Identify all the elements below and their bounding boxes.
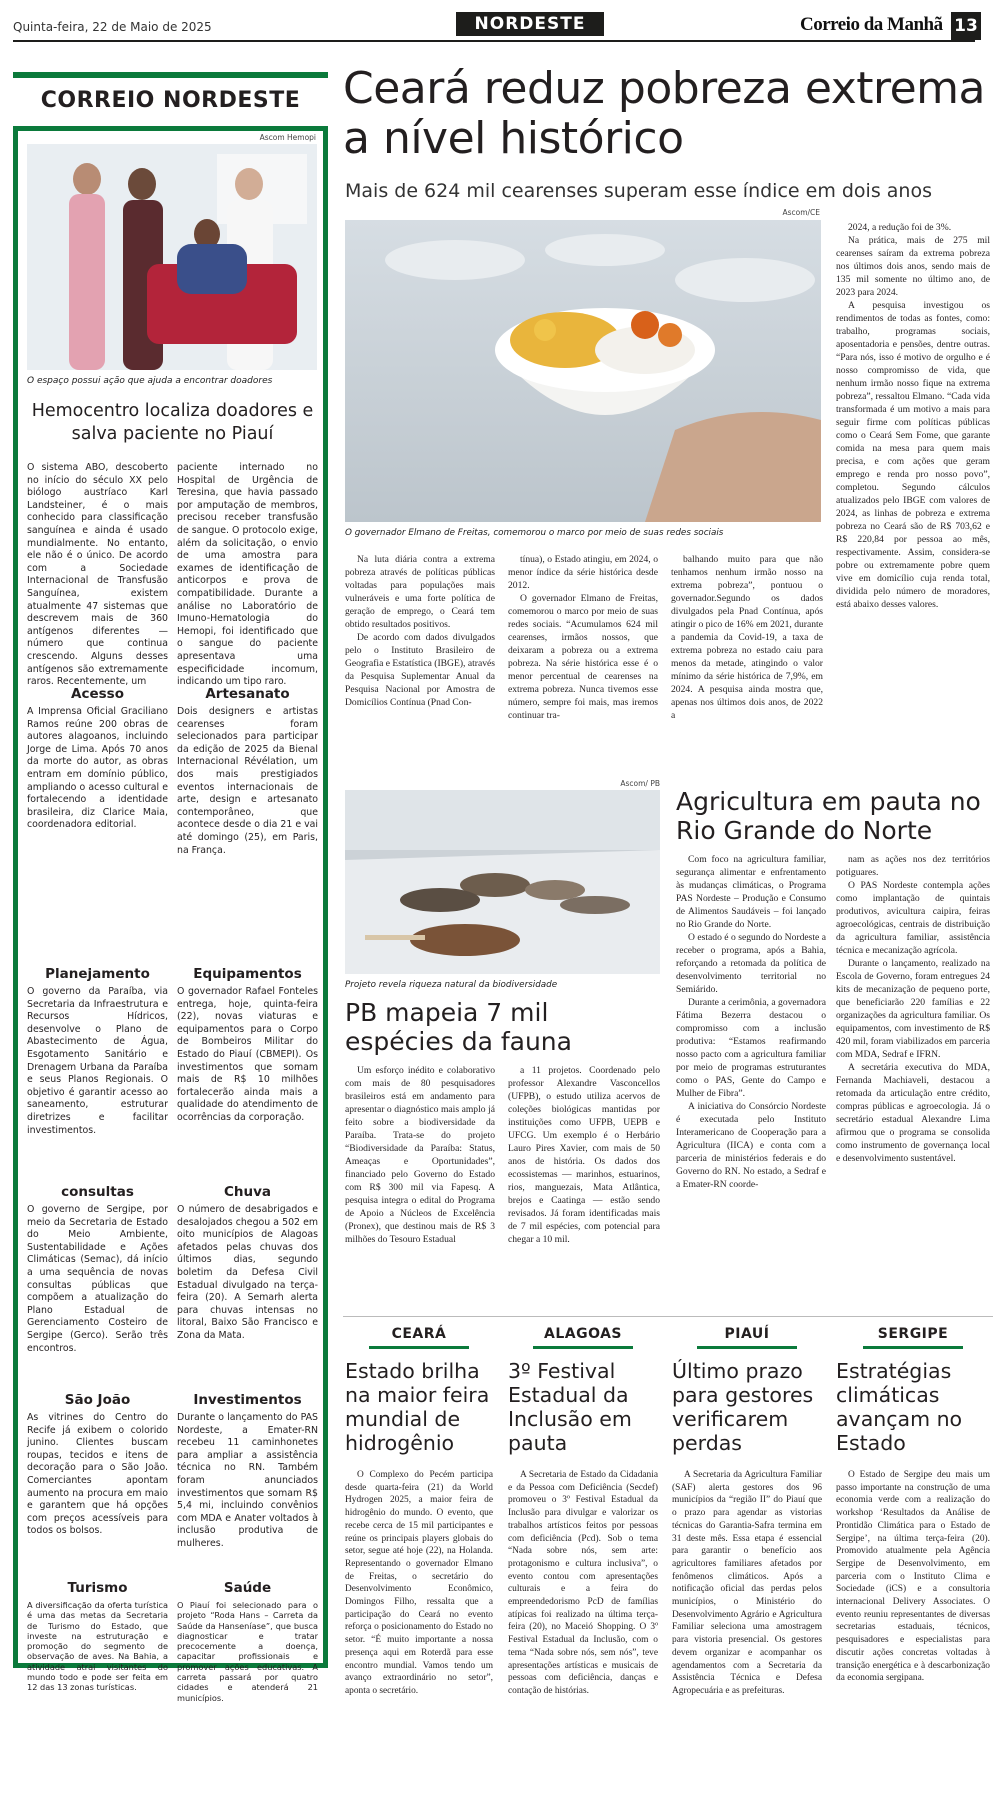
- paragraph: nam as ações nos dez territórios potiguares.: [836, 854, 990, 878]
- brief-text: O número de desabrigados e desalojados chegou a 502 em oito municípios de Alagoas afetados pelas chuvas dos últimos dias, segundo boletim da Defesa Civil Estadual divulgado na terça-feira (20). A Semarh alerta para chuvas intensas no litoral, Baixo São Francisco e Zona da Mata.: [177, 1204, 318, 1341]
- brief-text: O governador Rafael Fonteles entrega, hoje, quinta-feira (22), novas viaturas e equipamentos para o Corpo de Bombeiros Militar do Estado do Piauí (CBMEPI). Os investimentos que somam mais de R$ 10 milhões fortalecerão ainda mais a qualidade do atendimento de ocorrências da corporação.: [177, 986, 318, 1123]
- lead-column-1: [345, 553, 495, 789]
- paragraph: A Secretaria da Agricultura Familiar (SAF) alerta gestores dos 96 municípios da “região II” do Piauí que o prazo para agendar as vistorias técnicas do Garantia-Safra termina em 31 deste mês. Essa etapa é essencial para garantir o benefício aos agricultores familiares afetados por fenômenos climáticos. Após a notificação oficial das perdas pelos municípios, o Ministério do Desenvolvimento Agrário e Agricultura Familiar seleciona uma amostragem para vistoria presencial. Os gestores devem organizar e acompanhar os agendamentos com a Secretaria da Assistência Técnica e Defesa Agropecuária e as prefeituras.: [672, 1470, 822, 1696]
- region-sergipe: [836, 1326, 990, 1799]
- region-text: [345, 1469, 493, 1799]
- region-ceara: [345, 1326, 493, 1799]
- fauna-photo: [345, 790, 660, 974]
- region-title: Estado brilha na maior feira mundial de hidrogênio: [345, 1359, 490, 1455]
- lead-subhead: Mais de 624 mil cearenses superam esse índice em dois anos: [345, 180, 932, 202]
- sidebar-top-bar: [13, 72, 328, 78]
- paragraph: O Complexo do Pecém participa desde quarta-feira (21) da World Hydrogen 2025, a maior feira de hidrogênio do mundo. O evento, que recebe cerca de 15 mil participantes e reúne os principais players globais do setor, segue até hoje (22), na Holanda. Representando o governador Elmano de Freitas, o secretário do Desenvolvimento Econômico, Domingos Filho, ressalta que a participação do Ceará no evento reforça o posicionamento do Estado no setor. “É muito importante a nossa presença aqui em Roterdã para esse encontro mundial. Vamos tendo um avanço extraordinário no setor”, aponta o secretário.: [345, 1470, 493, 1696]
- sidebar-story-col1: O sistema ABO, descoberto no início do século XX pelo biólogo austríaco Karl Landsteiner, é o mais conhecido para classificação sanguínea e ainda é usado mundialmente. No entanto, ele não é o único. De acordo com a Sociedade Internacional de Transfusão Sanguínea, existem atualmente 47 sistemas que descrevem mais de 360 antígenos diferentes — número que continua crescendo. Alguns desses antígenos são extremamente raros. Recentemente, um: [27, 462, 168, 688]
- paragraph: tínua), o Estado atingiu, em 2024, o menor índice da série histórica desde 2012.: [508, 554, 658, 591]
- brief-title: Turismo: [67, 1580, 128, 1596]
- food-bowl-illustration: [345, 220, 821, 522]
- header-rule: [13, 40, 975, 42]
- region-strip-divider: [343, 1316, 993, 1317]
- region-tag: CEARÁ: [369, 1326, 469, 1349]
- specimens-illustration: [345, 790, 660, 974]
- region-title: 3º Festival Estadual da Inclusão em pauta: [508, 1359, 632, 1455]
- region-text: [508, 1469, 658, 1799]
- region-title: Estratégias climáticas avançam no Estado: [836, 1359, 963, 1455]
- fauna-headline: PB mapeia 7 mil espécies da fauna: [345, 998, 572, 1056]
- fauna-column-2: [508, 1064, 660, 1306]
- hemocentro-photo: [27, 144, 317, 370]
- region-piaui: [672, 1326, 822, 1799]
- paragraph: A pesquisa investigou os rendimentos de todas as fontes, como: trabalho, programas sociais, aposentadoria e pensões, dentre outras. “Para nós, isso é motivo de orgulho e é nosso compromisso de vida, que nenhum irmão nosso fique na extrema pobreza”, ressaltou Elmano. “Cada vida transformada é um motivo a mais para seguir firme com políticas públicas como o Ceará Sem Fome, que garante comida na mesa para quem mais precisa, e com ações que geram emprego e renda pro nosso povo”, completou. Segundo cálculos atualizados pelo IBGE com valores de 2024, as linhas de pobreza e extrema pobreza no Ceará são de R$ 703,62 e R$ 220,84 por pessoa ao mês, respectivamente. Assim, considera-se pobre ou extremamente pobre quem vive em domicílio cuja renda total, dividida pelo número de moradores, está abaixo desses valores.: [836, 300, 990, 610]
- paragraph: O governador Elmano de Freitas, comemorou o marco por meio de suas redes sociais. “Acumulamos 624 mil cearenses, irmãos nossos, que deixaram a pobreza ou a extrema pobreza. Na série histórica esse é o menor percentual de cearenses na extrema pobreza. Nunca tivemos esse número, sempre foi mais, mas iremos continuar tra-: [508, 593, 658, 721]
- brief-title: Artesanato: [205, 686, 290, 702]
- sidebar-story-col2: paciente internado no Hospital de Urgência de Teresina, que havia passado por amputação de membros, precisou receber transfusão de sangue. O protocolo exige, além da solicitação, o envio de uma amostra para exames de identificação de anticorpos e prova de compatibilidade. Durante a análise no Laboratório de Imuno-Hematologia do Hemopi, foi identificado que o sangue do paciente apresentava uma especificidade incomum, indicando um tipo raro.: [177, 462, 318, 688]
- lead-right-column: [836, 221, 990, 769]
- brief-text: Durante o lançamento do PAS Nordeste, a Emater-RN recebeu 11 caminhonetes para ampliar a assistência técnica no RN. Também foram anunciados investimentos que somam R$ 5,4 mi, incluindo convênios com MDA e Anater voltados à inclusão produtiva de mulheres.: [177, 1412, 318, 1549]
- agro-headline: Agricultura em pauta no Rio Grande do Norte: [676, 787, 981, 845]
- region-text: [836, 1469, 990, 1799]
- sidebar-label: CORREIO NORDESTE: [40, 88, 301, 113]
- agro-column-2: [836, 853, 990, 1305]
- sidebar-photo-caption: O espaço possui ação que ajuda a encontrar doadores: [27, 376, 273, 386]
- paragraph: O PAS Nordeste contempla ações como implantação de quintais produtivos, avicultura caipira, feiras agroecológicas, centrais de distribuição da agricultura familiar, assistência técnica e mecanização agrícola.: [836, 880, 990, 956]
- brief-title: consultas: [61, 1184, 134, 1200]
- paragraph: a 11 projetos. Coordenado pelo professor Alexandre Vasconcellos (UFPB), o estudo utiliza acervos de coleções biológicas mantidas por instituições como UFPB, UEPB e UFCG. Um exemplo é o Herbário Lauro Pires Xavier, com mais de 50 anos de história. Os dados dos ecossistemas — marinhos, estuarinos, rios, manguezais, Mata Atlântica, brejos e Caatinga — estão sendo revisados. Já foram identificadas mais de 7 mil espécies, com potencial para chegar a 10 mil.: [508, 1065, 660, 1245]
- lead-photo-caption: O governador Elmano de Freitas, comemorou o marco por meio de suas redes sociais: [345, 528, 724, 538]
- paragraph: Durante a cerimônia, a governadora Fátima Bezerra destacou o compromisso com a inclusão produtiva: “Estamos reafirmando nosso pacto com a agricultura familiar por meio de programas estruturantes como o PAS, Gente do Campo e Mulher de Fibra”.: [676, 997, 826, 1099]
- brief-text: O governo de Sergipe, por meio da Secretaria de Estado do Meio Ambiente, Sustentabilidade e Ações Climáticas (Semac), dá início a uma sequência de novas consultas públicas que compõem a atualização do Plano Estadual de Gerenciamento Costeiro de Sergipe (Gerco). Serão três encontros.: [27, 1204, 168, 1354]
- page-header: [0, 0, 1003, 46]
- paragraph: 2024, a redução foi de 3%.: [848, 222, 952, 233]
- sidebar-photo-credit: Ascom Hemopi: [259, 133, 316, 142]
- brief-text: O Piauí foi selecionado para o projeto “Roda Hans – Carreta da Saúde da Hanseníase”, que busca diagnosticar e tratar precocemente a doença, capacitar profissionais e promover ações educativas. A carreta passará por quatro cidades e atenderá 21 municípios.: [177, 1600, 318, 1703]
- lead-column-2: [508, 553, 658, 789]
- lead-headline: Ceará reduz pobreza extrema a nível histórico: [343, 63, 986, 164]
- paragraph: O estado é o segundo do Nordeste a receber o programa, após a Bahia, reforçando a retomada da política de desenvolvimento territorial no Semiárido.: [676, 932, 826, 995]
- brief-title: Chuva: [223, 1184, 272, 1200]
- brand-logo: Correio da Manhã: [800, 14, 943, 35]
- region-tag: PIAUÍ: [697, 1326, 797, 1349]
- fauna-photo-credit: Ascom/ PB: [620, 779, 660, 788]
- region-alagoas: [508, 1326, 658, 1799]
- brief-text: Dois designers e artistas cearenses foram selecionados para participar da edição de 2025 da Bienal Internacional Révélation, um dos mais prestigiados eventos internacionais de arte, design e artesanato contemporâneo, que acontece desde o dia 21 e vai até domingo (25), em Paris, na França.: [177, 706, 318, 856]
- paragraph: A Secretaria de Estado da Cidadania e da Pessoa com Deficiência (Secdef) promoveu o 3º Festival Estadual da Inclusão para divulgar e valorizar os trabalhos artísticos feitos por pessoas com deficiência (Pcd). Sob o tema “Nada sobre nós, sem arte: protagonismo e cultura inclusiva”, o evento contou com apresentações culturais e a feira do empreendedorismo PcD de famílias atípicas foi realizado na última terça-feira (20), no Maceió Shopping. O 3º Festival Estadual da Inclusão, com o tema “Nada sobre nós, sem nós”, teve apresentações artísticas e musicais de pessoas com deficiência, danças e contação de histórias.: [508, 1470, 658, 1696]
- brief-title: Equipamentos: [193, 966, 302, 982]
- fauna-photo-caption: Projeto revela riqueza natural da biodiversidade: [345, 980, 558, 990]
- region-text: [672, 1469, 822, 1799]
- brief-title: Investimentos: [193, 1392, 302, 1408]
- brief-text: A diversificação da oferta turística é uma das metas da Secretaria de Turismo do Estado, que investe na estruturação e promoção do segmento de observação de aves. Na Bahia, a atividade atrai visitantes do mundo todo e pode ser feita em 12 das 13 zonas turísticas.: [27, 1600, 168, 1693]
- paragraph: A secretária executiva do MDA, Fernanda Machiaveli, destacou a retomada da articulação entre crédito, compras públicas e agroecologia. Já o secretário estadual Alexandre Lima afirmou que o programa se consolida como instrumento de governança local e desenvolvimento sustentável.: [836, 1062, 990, 1164]
- brief-text: A Imprensa Oficial Graciliano Ramos reúne 200 obras de autores alagoanos, incluindo Jorge de Lima. Após 70 anos da morte do autor, as obras entram em domínio público, ampliando o acesso cultural e fortalecendo a identidade brasileira, diz Clarice Maia, coordenadora editorial.: [27, 706, 168, 831]
- paragraph: O Estado de Sergipe deu mais um passo importante na construção de uma economia verde com a realização do workshop ‘Resultados da Análise de Prontidão Climática para o Estado de Sergipe’, na última terça-feira (20). Promovido atualmente pela Agência Sergipe de Desenvolvimento, em parceria com o Instituto Clima e Sociedade (iCS) e a consultoria internacional Delivery Associates. O evento reuniu representantes de diversas secretarias estaduais, técnicos, pesquisadores e especialistas para discutir ações concretas voltadas à transição energética e à descarbonização da economia sergipana.: [836, 1470, 990, 1684]
- agro-column-1: [676, 853, 826, 1305]
- paragraph: balhando muito para que não tenhamos nenhum irmão nosso na extrema pobreza”, pontuou o governador.Segundo os dados divulgados pela Pnad Contínua, após atingir o pico de 16% em 2021, durante a pandemia da Covid-19, a taxa de extrema pobreza no estado caiu para menos da metade, atingindo o valor mínimo da série histórica de 7,9%, em 2024. A pesquisa ainda mostra que, apenas nos últimos dois anos, de 2022 a: [671, 554, 823, 721]
- lead-photo-credit: Ascom/CE: [782, 208, 820, 217]
- brief-title: São João: [64, 1392, 131, 1408]
- paragraph: Um esforço inédito e colaborativo com mais de 80 pesquisadores brasileiros está em andamento para apresentar o diagnóstico mais amplo já feito sobre a biodiversidade da Paraíba. Trata-se do projeto “Biodiversidade da Paraíba: Status, Ameaças e Oportunidades”, financiado pelo Governo do Estado com R$ 300 mil via Fapesq. A pesquisa integra o edital do Programa de Apoio a Núcleos de Excelência (Pronex), que destinou mais de R$ 3 milhões do Tesouro Estadual: [345, 1065, 495, 1245]
- brief-title: Planejamento: [45, 966, 150, 982]
- paragraph: Na luta diária contra a extrema pobreza através de políticas públicas voltadas para populações mais vulneráveis e uma forte política de geração de emprego, o Ceará tem obtido resultados positivos.: [345, 554, 495, 630]
- brief-title: Saúde: [223, 1580, 272, 1596]
- hemocentro-illustration: [27, 144, 317, 370]
- lead-photo: [345, 220, 821, 522]
- brief-text: As vitrines do Centro do Recife já exibem o colorido junino. Clientes buscam roupas, tecidos e itens de decoração para o São João. Comerciantes apontam aumento na procura em maio e garantem que há opções com preços acessíveis para todos os bolsos.: [27, 1412, 168, 1537]
- paragraph: Durante o lançamento, realizado na Escola de Governo, foram entregues 24 kits de mecanização de pequeno porte, que beneficiarão 220 famílias e 22 organizações da agricultura familiar. Os equipamentos, com investimento de R$ 420 mil, foram viabilizados em parceria com MDA, Sedraf e IFRN.: [836, 958, 990, 1060]
- paragraph: Com foco na agricultura familiar, segurança alimentar e enfrentamento às mudanças climáticas, o Programa PAS Nordeste – Produção e Consumo de Alimentos Saudáveis – foi lançado no Rio Grande do Norte.: [676, 854, 826, 930]
- sidebar-headline: Hemocentro localiza doadores e salva paciente no Piauí: [31, 401, 314, 444]
- header-date: Quinta-feira, 22 de Maio de 2025: [13, 20, 212, 34]
- section-label: NORDESTE: [456, 12, 604, 36]
- paragraph: De acordo com dados divulgados pelo o Instituto Brasileiro de Geografia e Estatística (IBGE), através da Pesquisa Suplementar Anual da Pesquisa Nacional por Amostra de Domicílios Contínua (Pnad Con-: [345, 632, 495, 708]
- brief-text: O governo da Paraíba, via Secretaria da Infraestrutura e Recursos Hídricos, desenvolve o Plano de Abastecimento de Água, Esgotamento Sanitário e Drenagem Urbana da Paraíba e seus Planos Regionais. O objetivo é garantir acesso ao saneamento, estruturar diretrizes e facilitar investimentos.: [27, 986, 168, 1136]
- brief-title: Acesso: [71, 686, 124, 702]
- region-tag: ALAGOAS: [533, 1326, 633, 1349]
- paragraph: Na prática, mais de 275 mil cearenses saíram da extrema pobreza nos últimos dois anos, sendo mais de 135 mil somente no último ano, de 2023 para 2024.: [836, 235, 990, 298]
- fauna-column-1: [345, 1064, 495, 1306]
- region-title: Último prazo para gestores verificarem perdas: [672, 1359, 814, 1455]
- page-number: 13: [951, 12, 981, 40]
- region-tag: SERGIPE: [863, 1326, 963, 1349]
- lead-column-3: [671, 553, 823, 789]
- paragraph: A iniciativa do Consórcio Nordeste é executada pelo Instituto Interamericano de Cooperação para a Agricultura (IICA) e conta com a parceria de ministérios federais e do Governo do RN. No estado, a Sedraf e a Emater-RN coorde-: [676, 1101, 826, 1190]
